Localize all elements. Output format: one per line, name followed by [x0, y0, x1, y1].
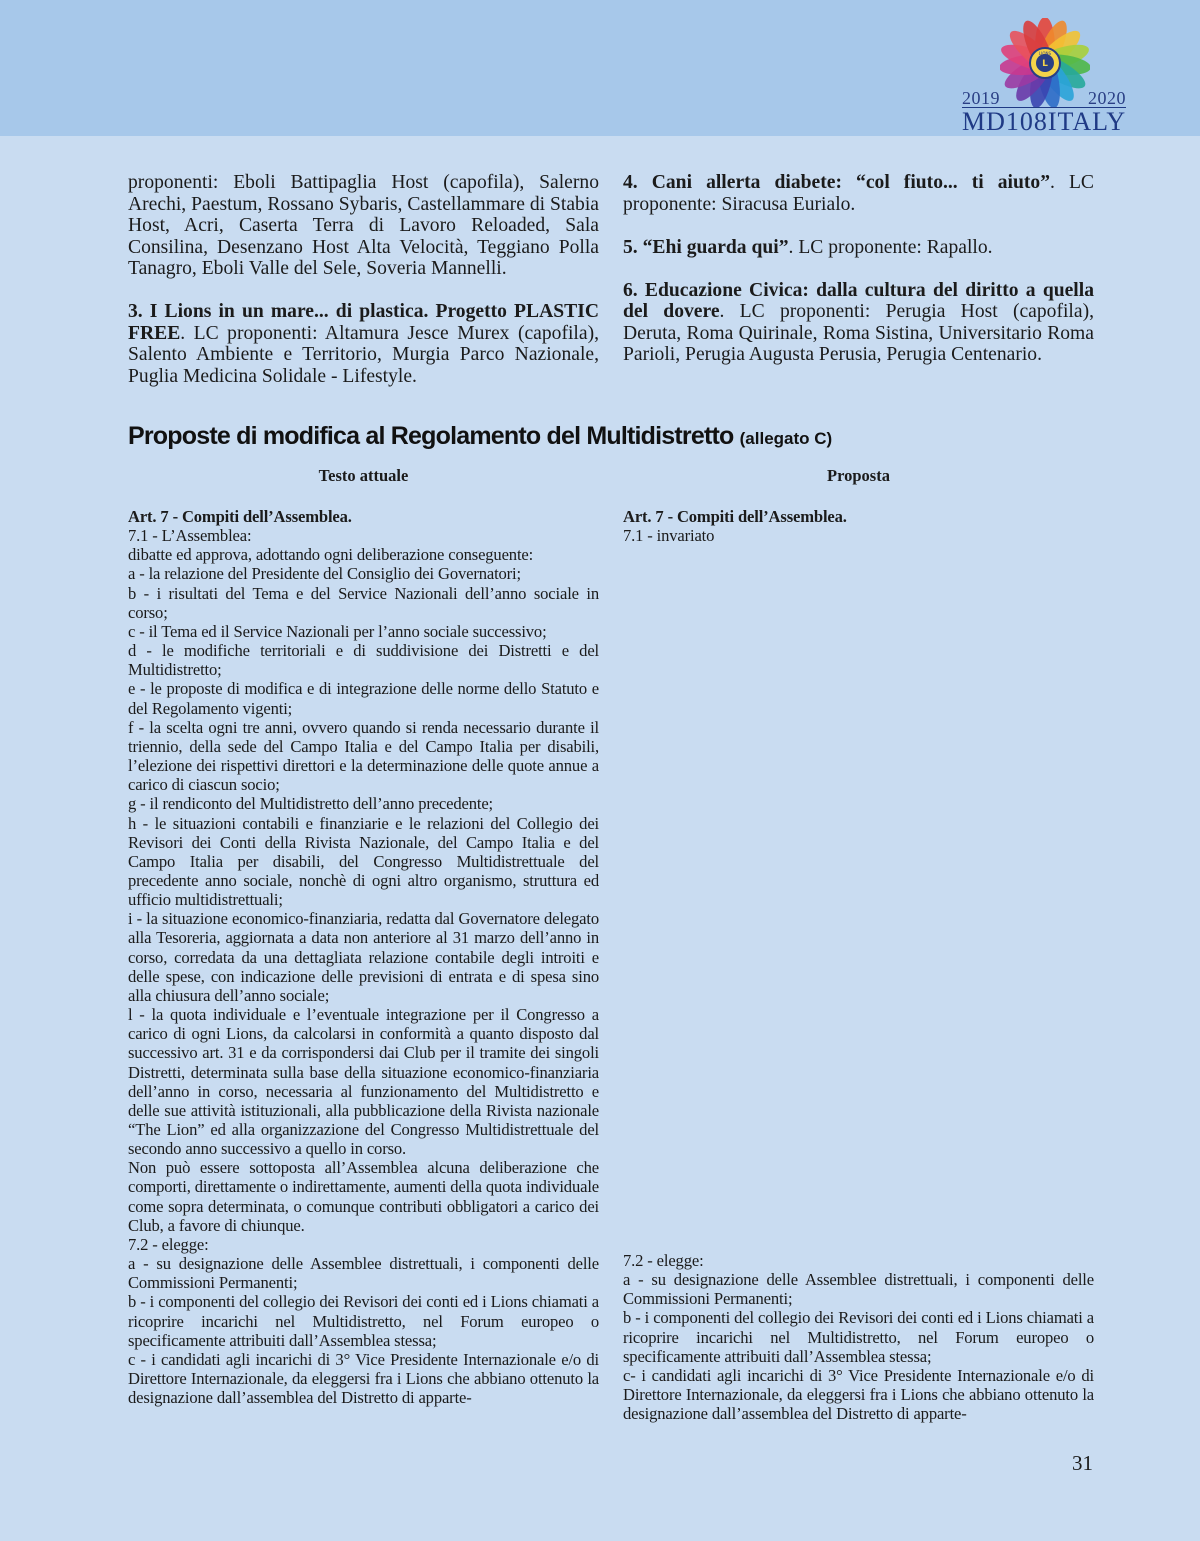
left-line: a - la relazione del Presidente del Consiglio dei Governatori; [128, 564, 521, 584]
left-line: g - il rendiconto del Multidistretto dell’anno precedente; [128, 794, 494, 814]
item-3-text: . LC proponenti: Altamura Jesce Murex (capofila), Salento Ambiente e Territorio, Murgia Parco Nazionale, Puglia Medicina Solidale - Lifestyle. [128, 322, 599, 387]
right-line: a - su designazione delle Assemblee distrettuali, i componenti delle Commissioni Permanenti; [623, 1270, 1094, 1309]
svg-text:L: L [1042, 59, 1048, 69]
logo-brand-text: MD108ITALY [962, 107, 1127, 136]
logo-year-start: 2019 [962, 88, 1000, 108]
top-left-column [128, 172, 599, 409]
top-right-column [623, 172, 1094, 387]
right-line: 7.2 - elegge: [623, 1251, 704, 1270]
left-line: Non può essere sottoposta all’Assemblea alcuna deliberazione che comporti, direttamente o indirettamente, aumenti della quota individuale come sopra determinata, o comunque contributi obbligatori a carico dei Club, a favore di chiunque. [128, 1158, 599, 1235]
left-line: b - i componenti del collegio dei Revisori dei conti ed i Lions chiamati a ricoprire incarichi nel Multidistretto, nel Forum europeo o specificamente attribuiti dall’Assemblea stessa; [128, 1292, 599, 1350]
right-72-block [623, 1251, 1094, 1423]
left-line: c - il Tema ed il Service Nazionali per l’anno sociale successivo; [128, 621, 547, 641]
right-line-71: 7.1 - invariato [623, 526, 715, 546]
left-line: l - la quota individuale e l’eventuale integrazione per il Congresso a carico di ogni Lions, da calcolarsi in conformità a quanto disposto dal successivo art. 31 e da corrispondersi dai Club per il tramite dei singoli Distretti, determinata sulla base della situazione economico-finanziaria dell’anno in corso, necessaria al funzionamento del Multidistretto e delle sue attività istituzionali, alla pubblicazione della Rivista nazionale “The Lion” ed alla organizzazione del Congresso Multidistrettuale del secondo anno successivo a quello in corso. [128, 1005, 599, 1159]
left-column-heading: Testo attuale [318, 466, 409, 485]
left-line: b - i risultati del Tema e del Service Nazionali dell’anno sociale in corso; [128, 583, 599, 622]
item-3-title: 3. I Lions in un mare... di plastica. Progetto PLASTIC FREE [128, 301, 599, 344]
left-line: c - i candidati agli incarichi di 3° Vice Presidente Internazionale e/o di Direttore Internazionale, da eleggersi fra i Lions che abbiano ottenuto la designazione dall’assemblea del Distretto di apparte- [128, 1349, 599, 1408]
item-6-title: 6. Educazione Civica: dalla cultura del diritto a quella del dovere [623, 279, 1094, 322]
md108italy-logo [958, 18, 1133, 136]
right-line: b - i componenti del collegio dei Revisori dei conti ed i Lions chiamati a ricoprire incarichi nel Multidistretto, nel Forum europeo o specificamente attribuiti dall’Assemblea stessa; [623, 1308, 1094, 1366]
section-subtitle: (allegato C) [739, 429, 833, 448]
left-article-column [128, 507, 599, 1407]
left-line: e - le proposte di modifica e di integrazione delle norme dello Statuto e del Regolamento vigenti; [128, 679, 599, 718]
section-title [128, 422, 1088, 451]
left-line: 7.1 - L’Assemblea: [128, 526, 252, 546]
lions-flower-emblem-icon [1000, 18, 1090, 108]
logo-year-end: 2020 [1088, 88, 1126, 108]
item-4-text: . LC proponente: Siracusa Eurialo. [623, 172, 1094, 215]
page-number: 31 [1072, 1451, 1093, 1475]
right-line: c- i candidati agli incarichi di 3° Vice Presidente Internazionale e/o di Direttore Internazionale, da eleggersi fra i Lions che abbiano ottenuto la designazione dall’assemblea del Distretto di apparte- [623, 1365, 1094, 1424]
left-line: dibatte ed approva, adottando ogni deliberazione conseguente: [128, 545, 534, 565]
right-column-heading: Proposta [827, 466, 890, 485]
left-line: h - le situazioni contabili e finanziarie e le relazioni del Collegio dei Revisori dei Conti della Rivista Nazionale, del Campo Italia e del Campo Italia per disabili, del Congresso Multidistrettuale del precedente anno sociale, nonchè di ogni altro organismo, struttura ed ufficio multidistrettuali; [128, 813, 599, 910]
left-line: i - la situazione economico-finanziaria, redatta dal Governatore delegato alla Tesoreria, aggiornata a data non anteriore al 31 marzo dell’anno in corso, corredata da una dettagliata relazione contabile degli introiti e delle spese, con indicazione delle previsioni di entrata e di spesa sino alla chiusura dell’anno sociale; [128, 909, 599, 1005]
left-line: a - su designazione delle Assemblee distrettuali, i componenti delle Commissioni Permanenti; [128, 1254, 599, 1293]
left-article-title: Art. 7 - Compiti dell’Assemblea. [128, 507, 352, 526]
left-line: d - le modifiche territoriali e di suddivisione dei Distretti e del Multidistretto; [128, 641, 599, 680]
item-5-text: . LC proponente: Rapallo. [788, 236, 993, 258]
proponenti-paragraph: proponenti: Eboli Battipaglia Host (capofila), Salerno Arechi, Paestum, Rossano Sybaris, Castellammare di Stabia Host, Acri, Caserta Terra di Lavoro Reloaded, Sala Consilina, Desenzano Host Alta Velocità, Teggiano Polla Tanagro, Eboli Valle del Sele, Soveria Mannelli. [128, 172, 599, 279]
right-article-column [623, 507, 1094, 545]
left-line: f - la scelta ogni tre anni, ovvero quando si renda necessario durante il triennio, della sede del Campo Italia e del Campo Italia per disabili, l’elezione dei rispettivi direttori e la determinazione delle quote annue a carico di ciascun socio; [128, 717, 599, 795]
section-title-main: Proposte di modifica al Regolamento del Multidistretto [128, 422, 734, 450]
item-4 [623, 172, 1094, 215]
item-4-title: 4. Cani allerta diabete: “col fiuto... ti aiuto” [623, 172, 1051, 193]
item-5 [623, 237, 1094, 259]
item-6-text: . LC proponenti: Perugia Host (capofila), Deruta, Roma Quirinale, Roma Sistina, Universitario Roma Parioli, Perugia Augusta Perusia, Perugia Centenario. [623, 301, 1094, 365]
right-article-title: Art. 7 - Compiti dell’Assemblea. [623, 507, 847, 526]
item-3 [128, 301, 599, 387]
left-line: 7.2 - elegge: [128, 1234, 209, 1254]
item-6 [623, 280, 1094, 366]
item-5-title: 5. “Ehi guarda qui” [623, 236, 789, 258]
svg-text:LIONS: LIONS [1038, 51, 1052, 56]
